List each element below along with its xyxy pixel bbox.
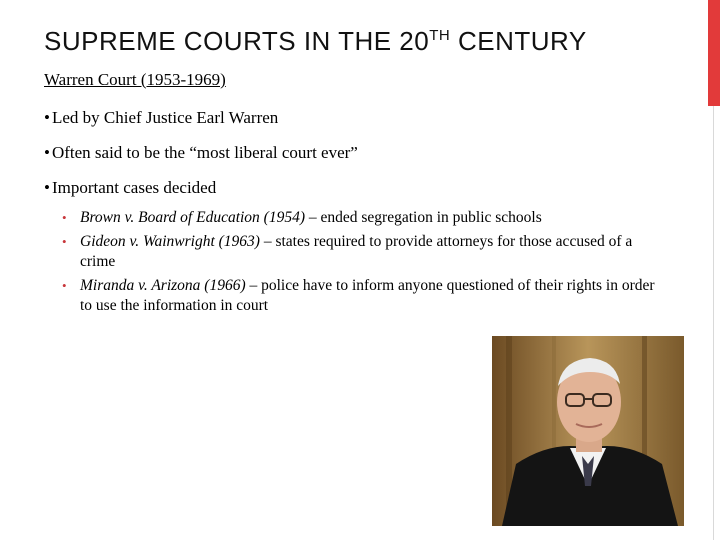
case-item (62, 208, 662, 228)
case-name: Brown v. Board of Education (1954) (80, 209, 306, 226)
accent-rule (713, 106, 714, 540)
sub-bullet-glyph: • (62, 234, 67, 249)
bullet-list (44, 106, 684, 211)
portrait-illustration (492, 336, 684, 526)
case-item (62, 232, 662, 272)
sub-bullet-glyph: • (62, 210, 67, 225)
case-description: – states required to provide attorneys for those accused of a crime (80, 233, 633, 270)
bullet-text: Important cases decided (51, 178, 217, 197)
bullet-text: Led by Chief Justice Earl Warren (51, 108, 279, 127)
case-item (62, 276, 662, 316)
bullet-glyph: • (44, 178, 50, 197)
case-description: – ended segregation in public schools (305, 209, 542, 226)
bullet-item (44, 141, 684, 164)
case-name: Miranda v. Arizona (1966) (80, 277, 246, 294)
bullet-text: Often said to be the “most liberal court ever” (51, 143, 358, 162)
title-superscript: TH (429, 27, 451, 44)
case-name: Gideon v. Wainwright (1963) (80, 233, 260, 250)
slide-title (44, 26, 587, 57)
sub-bullet-glyph: • (62, 278, 67, 293)
portrait-photo (492, 336, 684, 526)
bullet-glyph: • (44, 143, 50, 162)
bullet-item (44, 176, 684, 199)
bullet-glyph: • (44, 108, 50, 127)
case-description: – police have to inform anyone questioned of their rights in order to use the information in court (80, 277, 655, 314)
title-main: SUPREME COURTS IN THE 20 (44, 26, 430, 56)
title-tail: CENTURY (450, 26, 587, 56)
bullet-item (44, 106, 684, 129)
subheading: Warren Court (1953-1969) (44, 70, 226, 89)
accent-bar (708, 0, 720, 106)
case-list (62, 208, 662, 320)
